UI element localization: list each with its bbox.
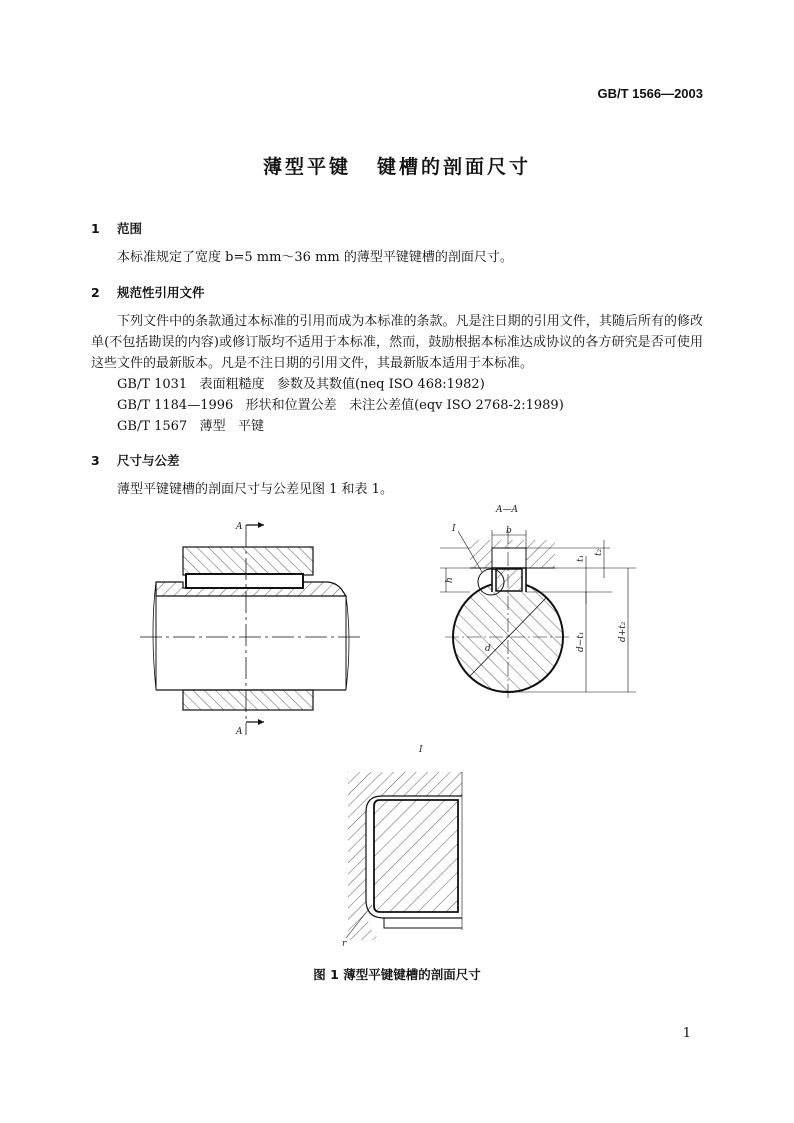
- radius-label: r: [342, 939, 347, 949]
- section-1-paragraph: 本标准规定了宽度 b=5 mm～36 mm 的薄型平键键槽的剖面尺寸。: [117, 250, 513, 265]
- longitudinal-view: [140, 522, 360, 735]
- dim-d-label: d: [485, 644, 491, 654]
- section-title: 范围: [117, 221, 143, 236]
- dim-t2-label: t₂: [594, 548, 604, 556]
- page-number: 1: [682, 1026, 691, 1041]
- section-label-a-top: A: [236, 522, 243, 532]
- reference-item: GB/T 1031 表面粗糙度 参数及其数值(neq ISO 468:1982): [117, 377, 485, 392]
- detail-view: [346, 772, 462, 940]
- dim-d-minus-t1-label: d−t₁: [576, 631, 586, 652]
- section-number: 3: [91, 453, 100, 468]
- dim-h-label: h: [445, 577, 455, 583]
- section-3-paragraph: 薄型平键键槽的剖面尺寸与公差见图 1 和表 1。: [117, 482, 393, 497]
- dim-t1-label: t₁: [576, 554, 586, 562]
- section-title: 尺寸与公差: [117, 453, 180, 468]
- section-label-a-bottom: A: [236, 727, 243, 737]
- detail-ref-label: I: [452, 524, 456, 534]
- cross-section-view: [440, 530, 636, 700]
- dim-d-plus-t2-label: d+t₂: [618, 621, 628, 642]
- reference-item: GB/T 1567 薄型 平键: [117, 419, 264, 434]
- detail-title-label: I: [419, 745, 423, 755]
- section-view-label: A—A: [496, 505, 518, 515]
- section-number: 1: [91, 221, 100, 236]
- figure-caption: 图 1 薄型平键键槽的剖面尺寸: [313, 967, 481, 982]
- section-2-paragraph: 下列文件中的条款通过本标准的引用而成为本标准的条款。凡是注日期的引用文件，其随后所有的修改单(不包括勘误的内容)或修订版均不适用于本标准，然而，鼓励根据本标准达成协议的各方研究是否可使用这些文件的最新版本。凡是不注日期的引用文件，其最新版本适用于本标准。: [91, 314, 703, 371]
- title-part2: 键槽的剖面尺寸: [377, 156, 532, 178]
- standard-code: GB/T 1566—2003: [597, 86, 703, 101]
- dim-b-label: b: [506, 526, 512, 536]
- title-part1: 薄型平键: [262, 156, 351, 178]
- section-number: 2: [91, 285, 100, 300]
- reference-item: GB/T 1184—1996 形状和位置公差 未注公差值(eqv ISO 2768-2:1989): [117, 398, 564, 413]
- section-title: 规范性引用文件: [117, 285, 205, 300]
